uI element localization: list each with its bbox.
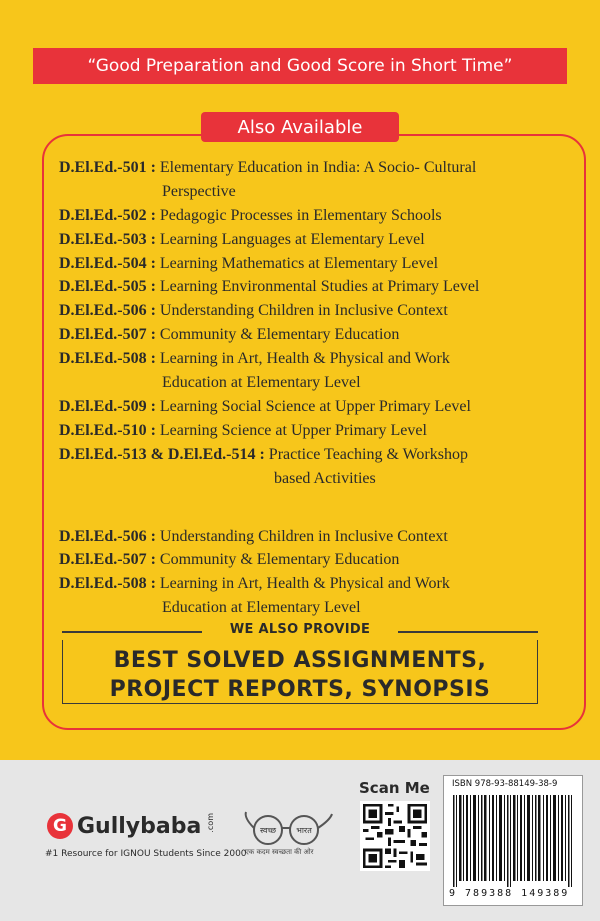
list-item: D.El.Ed.-508 : Learning in Art, Health & Physical and Work bbox=[59, 350, 450, 367]
barcode-icon bbox=[449, 795, 577, 887]
logo-tld: .com bbox=[206, 813, 215, 833]
list-item: D.El.Ed.-509 : Learning Social Science at Upper Primary Level bbox=[59, 398, 471, 415]
swachh-tagline: एक कदम स्वच्छता की ओर bbox=[245, 848, 314, 856]
list-item: D.El.Ed.-506 : Understanding Children in Inclusive Context bbox=[59, 302, 448, 319]
list-item-continuation: Perspective bbox=[162, 183, 236, 200]
list-item-continuation: Education at Elementary Level bbox=[162, 599, 361, 616]
list-item: D.El.Ed.-503 : Learning Languages at Elementary Level bbox=[59, 231, 425, 248]
qr-code-icon[interactable] bbox=[360, 801, 430, 871]
list-item: D.El.Ed.-508 : Learning in Art, Health & Physical and Work bbox=[59, 575, 450, 592]
list-item-continuation: Education at Elementary Level bbox=[162, 374, 361, 391]
list-item: D.El.Ed.-507 : Community & Elementary Education bbox=[59, 326, 400, 343]
list-item: D.El.Ed.-510 : Learning Science at Upper Primary Level bbox=[59, 422, 427, 439]
divider-right bbox=[398, 631, 538, 633]
logo-name: Gullybaba bbox=[77, 813, 202, 839]
we-also-provide-heading: WE ALSO PROVIDE bbox=[229, 622, 371, 637]
list-item: D.El.Ed.-505 : Learning Environmental Studies at Primary Level bbox=[59, 278, 480, 295]
list-item-continuation: based Activities bbox=[274, 470, 376, 487]
divider-left bbox=[62, 631, 202, 633]
logo-g-icon: G bbox=[47, 813, 73, 839]
list-item: D.El.Ed.-501 : Elementary Education in India: A Socio- Cultural bbox=[59, 159, 477, 176]
also-available-badge: Also Available bbox=[201, 112, 399, 142]
logo-tagline: #1 Resource for IGNOU Students Since 2000 bbox=[45, 849, 247, 859]
barcode-number: 9 789388 149389 bbox=[449, 888, 570, 899]
isbn-label: ISBN 978-93-88149-38-9 bbox=[452, 779, 558, 789]
services-line-1: BEST SOLVED ASSIGNMENTS, bbox=[113, 648, 487, 673]
list-item: D.El.Ed.-502 : Pedagogic Processes in Elementary Schools bbox=[59, 207, 442, 224]
list-item: D.El.Ed.-513 & D.El.Ed.-514 : Practice Teaching & Workshop bbox=[59, 446, 468, 463]
swachh-right-text: भारत bbox=[296, 826, 312, 835]
swachh-bharat-glasses-icon bbox=[240, 808, 340, 848]
list-item: D.El.Ed.-506 : Understanding Children in Inclusive Context bbox=[59, 528, 448, 545]
services-line-2: PROJECT REPORTS, SYNOPSIS bbox=[72, 677, 528, 702]
gullybaba-logo bbox=[47, 813, 201, 839]
list-item: D.El.Ed.-504 : Learning Mathematics at Elementary Level bbox=[59, 255, 439, 272]
swachh-left-text: स्वच्छ bbox=[259, 826, 277, 835]
scan-me-label: Scan Me bbox=[359, 779, 430, 797]
tagline-banner: “Good Preparation and Good Score in Short Time” bbox=[33, 48, 567, 84]
list-item: D.El.Ed.-507 : Community & Elementary Education bbox=[59, 551, 400, 568]
